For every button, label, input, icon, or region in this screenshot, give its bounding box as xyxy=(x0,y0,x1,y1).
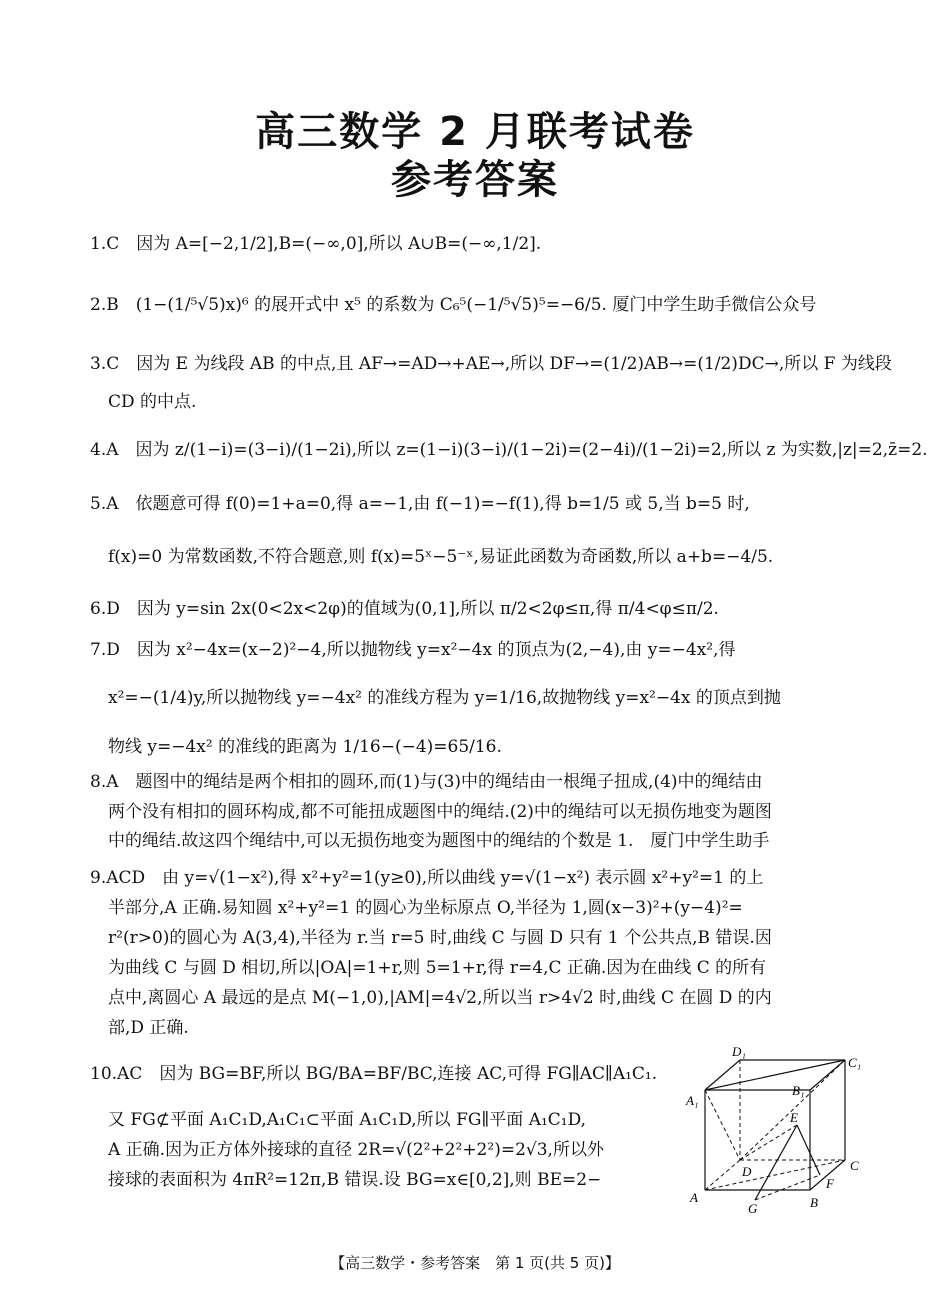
label-g: G xyxy=(748,1201,758,1216)
label-b: B xyxy=(810,1195,818,1210)
label-d1: D₁ xyxy=(732,1045,746,1059)
answer-9: 9.ACD 由 y=√(1−x²),得 x²+y²=1(y≥0),所以曲线 y=√(1−x²) 表示圆 x²+y²=1 的上 xyxy=(90,868,764,888)
label-a: A xyxy=(690,1190,698,1205)
label-f: F xyxy=(826,1176,834,1191)
answer-10-cont2: A 正确.因为正方体外接球的直径 2R=√(2²+2²+2²)=2√3,所以外 xyxy=(108,1140,604,1160)
answer-3: 3.C 因为 E 为线段 AB 的中点,且 AF→=AD→+AE→,所以 DF→=(1/2)AB→=(1/2)DC→,所以 F 为线段 xyxy=(90,354,892,374)
label-b1: B₁ xyxy=(792,1083,805,1098)
cube-figure xyxy=(680,1045,880,1220)
answer-2: 2.B (1−(1/⁵√5)x)⁶ 的展开式中 x⁵ 的系数为 C₆⁵(−1/⁵√5)⁵=−6/5. 厦门中学生助手微信公众号 xyxy=(90,295,817,315)
answer-4: 4.A 因为 z/(1−i)=(3−i)/(1−2i),所以 z=(1−i)(3−i)/(1−2i)=(2−4i)/(1−2i)=2,所以 z 为实数,|z|=2,z̄=2. xyxy=(90,440,928,460)
answer-10-cont1: 又 FG⊄平面 A₁C₁D,A₁C₁⊂平面 A₁C₁D,所以 FG∥平面 A₁C₁D, xyxy=(108,1110,587,1130)
answer-1: 1.C 因为 A=[−2,1/2],B=(−∞,0],所以 A∪B=(−∞,1/2]. xyxy=(90,234,542,254)
answer-7-cont1: x²=−(1/4)y,所以抛物线 y=−4x² 的准线方程为 y=1/16,故抛物线 y=x²−4x 的顶点到抛 xyxy=(108,688,781,708)
label-a1: A₁ xyxy=(686,1093,699,1108)
answer-8: 8.A 题图中的绳结是两个相扣的圆环,而(1)与(3)中的绳结由一根绳子扭成,(4)中的绳结由 xyxy=(90,772,763,792)
answer-8-cont2: 中的绳结.故这四个绳结中,可以无损伤地变为题图中的绳结的个数是 1. 厦门中学生助手 xyxy=(108,831,770,851)
answer-3-cont: CD 的中点. xyxy=(108,392,197,412)
label-d: D xyxy=(742,1164,752,1179)
page-title: 高三数学 2 月联考试卷 xyxy=(255,109,695,155)
answer-7: 7.D 因为 x²−4x=(x−2)²−4,所以抛物线 y=x²−4x 的顶点为(2,−4),由 y=−4x²,得 xyxy=(90,640,736,660)
answer-10-cont3: 接球的表面积为 4πR²=12π,B 错误.设 BG=x∈[0,2],则 BE=2− xyxy=(108,1170,602,1190)
answer-6: 6.D 因为 y=sin 2x(0<2x<2φ)的值域为(0,1],所以 π/2<2φ≤π,得 π/4<φ≤π/2. xyxy=(90,599,719,619)
answer-8-cont1: 两个没有相扣的圆环构成,都不可能扭成题图中的绳结.(2)中的绳结可以无损伤地变为题图 xyxy=(108,802,772,822)
page-subtitle: 参考答案 xyxy=(391,157,559,203)
answer-7-cont2: 物线 y=−4x² 的准线的距离为 1/16−(−4)=65/16. xyxy=(108,737,502,757)
label-c1: C₁ xyxy=(848,1055,862,1070)
label-c: C xyxy=(850,1158,859,1173)
answer-9-cont4: 点中,离圆心 A 最远的是点 M(−1,0),|AM|=4√2,所以当 r>4√2 时,曲线 C 在圆 D 的内 xyxy=(108,988,772,1008)
answer-9-cont3: 为曲线 C 与圆 D 相切,所以|OA|=1+r,则 5=1+r,得 r=4,C 正确.因为在曲线 C 的所有 xyxy=(108,958,767,978)
answer-10: 10.AC 因为 BG=BF,所以 BG/BA=BF/BC,连接 AC,可得 FG∥AC∥A₁C₁. xyxy=(90,1064,658,1084)
answer-9-cont1: 半部分,A 正确.易知圆 x²+y²=1 的圆心为坐标原点 O,半径为 1,圆(x−3)²+(y−4)²= xyxy=(108,898,743,918)
page-footer: 【高三数学・参考答案 第 1 页(共 5 页)】 xyxy=(330,1254,620,1272)
answer-9-cont5: 部,D 正确. xyxy=(108,1018,189,1038)
answer-5-cont: f(x)=0 为常数函数,不符合题意,则 f(x)=5ˣ−5⁻ˣ,易证此函数为奇函数,所以 a+b=−4/5. xyxy=(108,547,774,567)
label-e: E xyxy=(790,1110,798,1125)
answer-5: 5.A 依题意可得 f(0)=1+a=0,得 a=−1,由 f(−1)=−f(1),得 b=1/5 或 5,当 b=5 时, xyxy=(90,494,750,514)
answer-9-cont2: r²(r>0)的圆心为 A(3,4),半径为 r.当 r=5 时,曲线 C 与圆 D 只有 1 个公共点,B 错误.因 xyxy=(108,928,772,948)
